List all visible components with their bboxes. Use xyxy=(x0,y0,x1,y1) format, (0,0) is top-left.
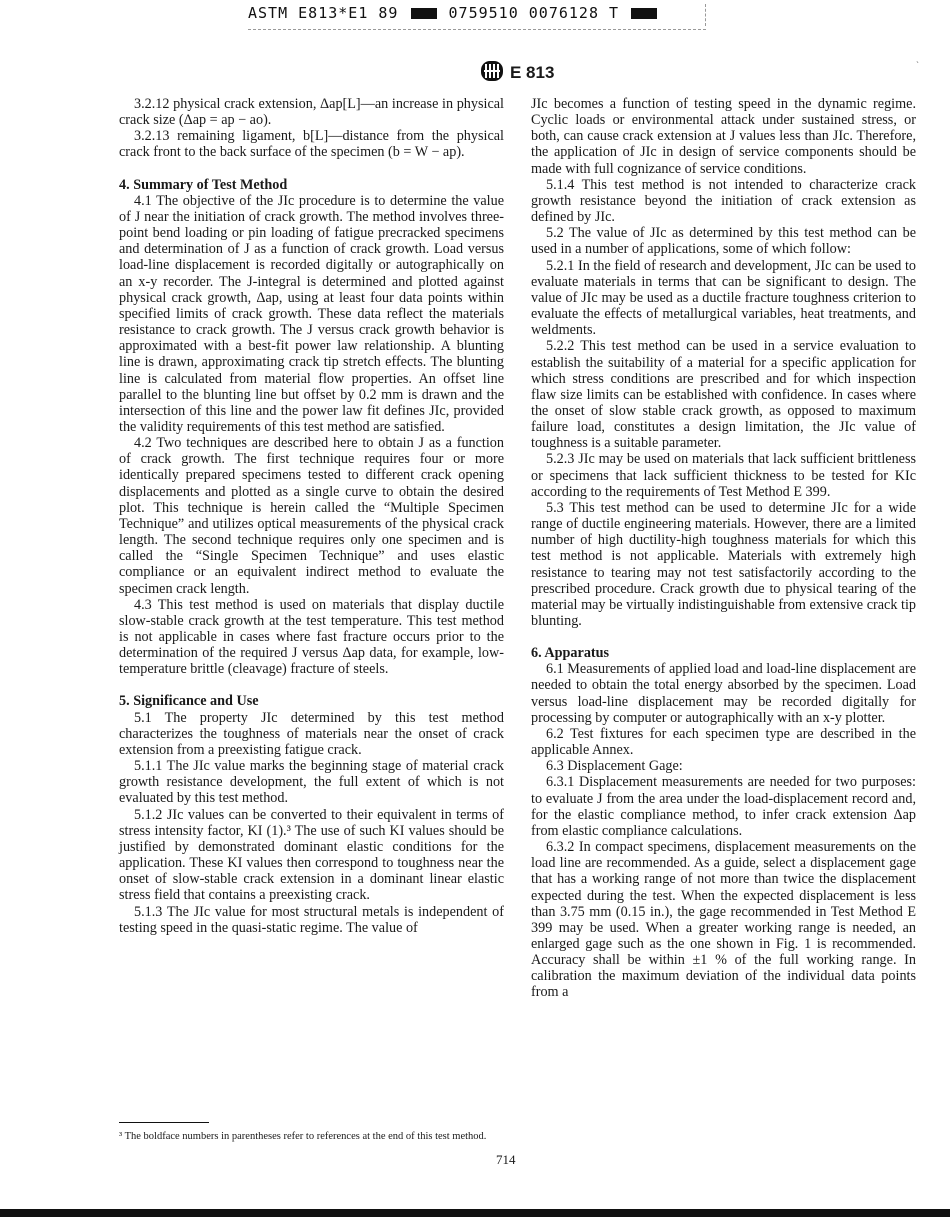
header-code-a: ASTM E813*E1 89 xyxy=(248,4,399,22)
header-black-bar xyxy=(411,8,437,19)
section-gap xyxy=(119,161,504,177)
left-column xyxy=(119,96,504,936)
section-gap xyxy=(119,677,504,693)
paragraph: 3.2.13 remaining ligament, b[L]—distance from the physical crack front to the back surface of the specimen (b = W − ap). xyxy=(119,128,504,161)
footnote-rule xyxy=(119,1122,209,1123)
paragraph: 6.1 Measurements of applied load and load-line displacement are needed to obtain the total energy absorbed by the specimen. Load versus load-line displacement may be recorded digitally for processing by computer or autographically with an x-y plotter. xyxy=(531,661,916,726)
paragraph: 6.3.2 In compact specimens, displacement measurements on the load line are recommended. As a guide, select a displacement gage that has a working range of not more than twice the displacement expected during the test. When the expected displacement is less than 3.75 mm (0.15 in.), the gage recommended in Test Method E 399 may be used. When a greater working range is needed, an enlarged gage such as the one shown in Fig. 1 is recommended. Accuracy shall be within ±1 % of the full working range. In calibration the maximum deviation of the individual data points from a xyxy=(531,839,916,1001)
scan-speck: ˋ xyxy=(916,60,919,70)
paragraph: 5.2 The value of JIc as determined by this test method can be used in a number of applications, some of which follow: xyxy=(531,225,916,258)
paragraph: 4.2 Two techniques are described here to obtain J as a function of crack growth. The first technique requires four or more identically prepared specimens tested to different crack opening displacements and plotted as a single curve to obtain the desired plot. This technique is herein called the “Multiple Specimen Technique” and utilizes optical measurements of the physical crack length. The second technique requires only one specimen and is called the “Single Specimen Technique” and uses elastic compliance or an equivalent indirect method to evaluate the specimen crack length. xyxy=(119,435,504,597)
paragraph: 5.3 This test method can be used to determine JIc for a wide range of ductile engineering materials. However, there are a limited number of high ductility-high toughness materials for which this test method is not applicable. Materials with extremely high resistance to tearing may not test satisfactorily according to the prescribed procedure. Crack growth due to physical tearing of the material may be virtually indistinguishable from extensive crack tip blunting. xyxy=(531,499,916,629)
paragraph: 5.1.4 This test method is not intended to characterize crack growth resistance beyond the initiation of crack extension as defined by JIc. xyxy=(531,176,916,226)
astm-logo-icon xyxy=(480,60,504,87)
header-code-b: 0759510 0076128 T xyxy=(448,4,620,22)
section-gap xyxy=(531,629,916,645)
paragraph: 5.2.1 In the field of research and development, JIc can be used to evaluate materials in terms that can be significant to design. The value of JIc may be used as a ductile fracture toughness criterion to evaluate the effects of metallurgical variables, heat treatments, and weldments. xyxy=(531,257,916,339)
paragraph: 5.2.3 JIc may be used on materials that lack sufficient brittleness or specimens that lack sufficient thickness to be tested for KIc according to the requirements of Test Method E 399. xyxy=(531,451,916,500)
paragraph: 6.2 Test fixtures for each specimen type are described in the applicable Annex. xyxy=(531,725,916,759)
page-bottom-border xyxy=(0,1209,950,1217)
header-dash-line xyxy=(248,29,706,30)
right-column xyxy=(531,96,916,1001)
paragraph: JIc becomes a function of testing speed in the dynamic regime. Cyclic loads or environmental attack under sustained stress, or both, can cause crack extension at J values less than JIc. Therefore, the application of JIc in design of service components should be made with full cognizance of service conditions. xyxy=(531,96,916,177)
header-vertical-dash xyxy=(705,4,706,26)
section-heading: 6. Apparatus xyxy=(531,645,610,662)
standard-designation: E 813 xyxy=(510,63,555,82)
document-header-code xyxy=(248,4,706,28)
paragraph: 3.2.12 physical crack extension, Δap[L]—an increase in physical crack size (Δap = ap − ao). xyxy=(119,96,504,129)
paragraph: 4.1 The objective of the JIc procedure is to determine the value of J near the initiation of crack growth. The method involves three-point bend loading or pin loading of fatigue precracked specimens and determination of J as a function of crack growth. Load versus load-line displacement is recorded digitally or autographically on an x-y recorder. The J-integral is determined and plotted against physical crack growth, Δap, using at least four data points within specified limits of crack growth. These data reflect the materials resistance to crack growth. The J versus crack growth behavior is approximated with a best-fit power law relationship. A blunting line is drawn, approximating crack tip stretch effects. The blunting line is calculated from material flow properties. An offset line parallel to the blunting line but offset by 0.2 mm is drawn and the intersection of this line and the power law fit defines JIc, provided the validity requirements of this test method are satisfied. xyxy=(119,192,504,435)
paragraph: 5.1.1 The JIc value marks the beginning stage of material crack growth resistance development, the full extent of which is not evaluated by this test method. xyxy=(119,758,504,807)
paragraph: 5.2.2 This test method can be used in a service evaluation to establish the suitability of a material for a specific application for which stress conditions are prescribed and for which inspection flaw size limits can be established with confidence. In cases where the onset of slow stable crack growth, as opposed to maximum failure load, constitutes a design limitation, the JIc value of toughness is a suitable parameter. xyxy=(531,338,916,452)
paragraph: 5.1 The property JIc determined by this test method characterizes the toughness of materials near the onset of crack extension from a preexisting fatigue crack. xyxy=(119,709,504,758)
paragraph: 5.1.2 JIc values can be converted to their equivalent in terms of stress intensity factor, KI (1).³ The use of such KI values should be justified by demonstrated dominant elastic conditions for the application. These KI values then correspond to toughness near the onset of slow-stable crack extension in a dominant linear elastic stress field that contains a preexisting crack. xyxy=(119,806,504,904)
section-heading: 4. Summary of Test Method xyxy=(119,176,288,193)
paragraph: 5.1.3 The JIc value for most structural metals is independent of testing speed in the quasi-static regime. The value of xyxy=(119,903,504,936)
paragraph: 6.3.1 Displacement measurements are needed for two purposes: to evaluate J from the area under the load-displacement record and, for the elastic compliance method, to infer crack extension Δap from elastic compliance calculations. xyxy=(531,774,916,839)
paragraph: 4.3 This test method is used on materials that display ductile slow-stable crack growth at the test temperature. This test method is not applicable in cases where fast fracture occurs prior to the determination of the required J versus Δap data, for example, low-temperature brittle (cleavage) fracture of steels. xyxy=(119,596,504,678)
paragraph: 6.3 Displacement Gage: xyxy=(546,758,683,775)
header-black-bar-2 xyxy=(631,8,657,19)
title-block xyxy=(480,62,554,84)
footnote: ³ The boldface numbers in parentheses refer to references at the end of this test method. xyxy=(119,1131,487,1142)
page-number: 714 xyxy=(496,1152,516,1167)
section-heading: 5. Significance and Use xyxy=(119,693,259,710)
